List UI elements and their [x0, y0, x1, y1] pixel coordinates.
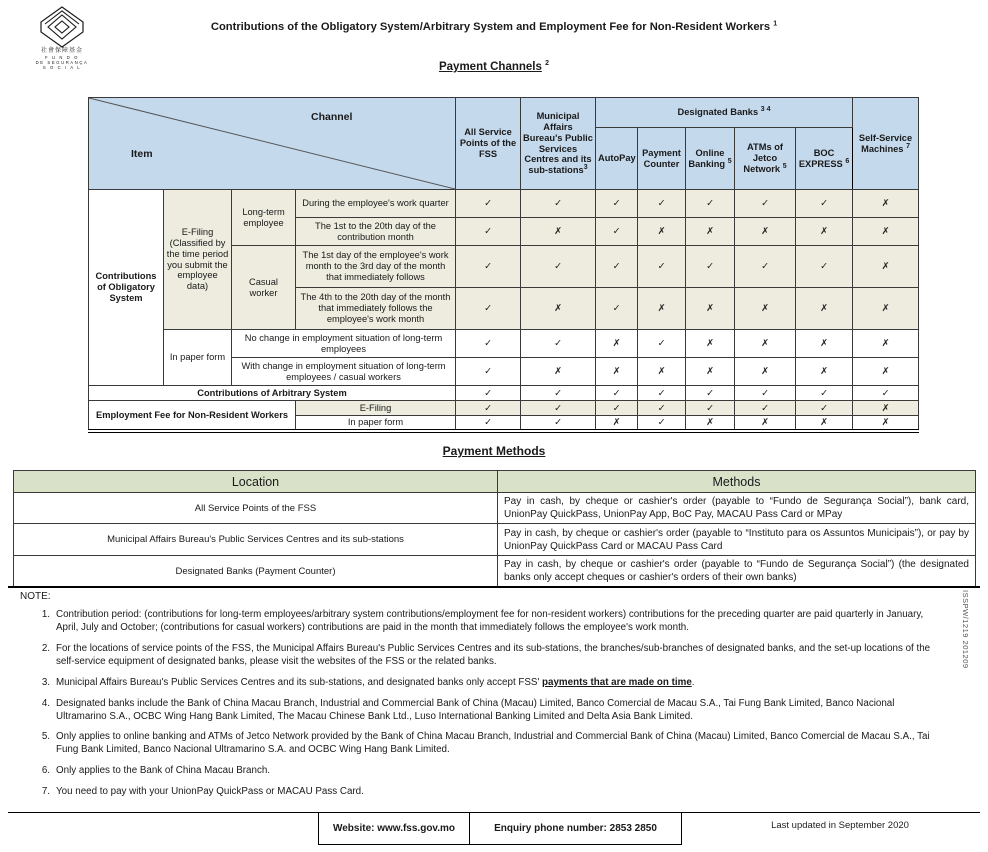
mark-cell: ✗ — [796, 358, 853, 386]
footer-website: Website: www.fss.gov.mo — [319, 812, 470, 844]
item-long-term-employee: Long-term employee — [232, 190, 296, 246]
mark-cell: ✗ — [638, 358, 686, 386]
mark-cell: ✗ — [853, 246, 919, 288]
note-item-1 — [36, 609, 944, 635]
mark-cell: ✓ — [596, 190, 638, 218]
mark-cell: ✗ — [638, 288, 686, 330]
item-period: During the employee's work quarter — [296, 190, 456, 218]
payment-counter-text: Payment Counter — [642, 147, 681, 169]
payment-methods-heading — [0, 444, 988, 458]
note3-post: . — [691, 676, 695, 688]
self-service-text: Self-Service Machines — [858, 132, 913, 154]
mark-cell: ✓ — [521, 401, 596, 416]
mark-cell: ✓ — [596, 246, 638, 288]
mark-cell: ✗ — [853, 218, 919, 246]
footer-enquiry-phone: Enquiry phone number: 2853 2850 — [494, 822, 657, 834]
subtitle-footnote-ref: 2 — [545, 60, 549, 68]
mark-cell: ✗ — [853, 330, 919, 358]
methods-location-cell: All Service Points of the FSS — [14, 493, 498, 524]
col-header-fss-text: All Service Points of the FSS — [459, 127, 517, 159]
notes-list — [36, 609, 944, 807]
note-item-4 — [36, 698, 944, 724]
notes-divider-line — [8, 586, 980, 588]
mark-cell: ✗ — [521, 288, 596, 330]
mark-cell: ✓ — [521, 386, 596, 401]
mark-cell: ✓ — [596, 386, 638, 401]
note-item-5 — [36, 731, 944, 757]
note-text: Designated banks include the Bank of China Macau Branch, Industrial and Commercial Bank of China (Macau) Limited, Banco Comercial de Macau S.A., Tai Fung Bank Limited, Banco Nacional Ultramarino S.A., OCBC Wing Hang Bank Limited, The Macau Chinese Bank Ltd., Luso International Banking Limited and Delta Asia Bank Limited. — [56, 697, 895, 722]
atms-jetco-text: ATMs of Jetco Network — [743, 142, 783, 174]
col-header-atms-jetco — [735, 128, 796, 190]
col-header-payment-counter — [638, 128, 686, 190]
note-text: Contribution period: (contributions for long-term employees/arbitrary system contributions/employment fee for non-resident workers) contributions for the preceding quarter are paid quarterly in January, April, July and October; (contributions for casual workers) contributions are paid in the month that immediately follows the employee's work month. — [56, 609, 924, 633]
mark-cell: ✓ — [796, 190, 853, 218]
logo-portuguese-line1: F U N D O — [45, 54, 79, 60]
mark-cell: ✓ — [456, 330, 521, 358]
mark-cell: ✓ — [796, 246, 853, 288]
mark-cell: ✓ — [686, 401, 735, 416]
title-footnote-ref: 1 — [773, 20, 778, 28]
logo-portuguese-line2: DE SEGURANÇA — [35, 59, 89, 65]
mark-cell: ✓ — [735, 386, 796, 401]
mark-cell: ✗ — [735, 416, 796, 431]
mark-cell: ✓ — [796, 386, 853, 401]
mark-cell: ✗ — [853, 288, 919, 330]
methods-location-cell: Municipal Affairs Bureau's Public Services Centres and its sub-stations — [14, 524, 498, 556]
mark-cell: ✗ — [796, 330, 853, 358]
mark-cell: ✓ — [686, 386, 735, 401]
mark-cell: ✓ — [456, 386, 521, 401]
diagonal-divider — [89, 98, 455, 189]
note-number: 1. — [41, 609, 50, 620]
mark-cell: ✗ — [521, 358, 596, 386]
mark-cell: ✗ — [686, 330, 735, 358]
logo-chinese-text: 社會保障基金 — [40, 48, 83, 54]
mark-cell: ✓ — [456, 416, 521, 431]
methods-detail-cell: Pay in cash, by cheque or cashier's order (payable to “Fundo de Segurança Social”) (the designated banks only accept cheques or cashier's orders of their own banks) — [498, 556, 976, 588]
col-header-autopay — [596, 128, 638, 190]
methods-detail-cell: Pay in cash, by cheque or cashier's order (payable to “Instituto para os Assuntos Municipais”), or pay by UnionPay QuickPass Card or MACAU Pass Card — [498, 524, 976, 556]
item-casual-worker: Casual worker — [232, 246, 296, 330]
autopay-text: AutoPay — [598, 153, 636, 164]
corner-cell — [89, 98, 456, 190]
item-fee-paper: In paper form — [296, 416, 456, 431]
mark-cell: ✓ — [638, 401, 686, 416]
mark-cell: ✓ — [456, 358, 521, 386]
mark-cell: ✗ — [521, 218, 596, 246]
mark-cell: ✗ — [853, 401, 919, 416]
corner-channel-label: Channel — [311, 111, 353, 123]
form-code-vertical: ISSPW/1219 201209 — [961, 590, 970, 669]
note-text: For the locations of service points of the FSS, the Municipal Affairs Bureau's Public Services Centres and its sub-stations, the branches/sub-branches of designated banks, and the set-up locations of the self-service equipment of designated banks, please visit the websites of the FSS or the related banks. — [56, 642, 931, 667]
mark-cell: ✗ — [735, 218, 796, 246]
mark-cell: ✓ — [853, 386, 919, 401]
mark-cell: ✗ — [735, 288, 796, 330]
note-text: Only applies to online banking and ATMs of Jetco Network provided by the Bank of China Macau Branch, Industrial and Commercial Bank of China (Macau) Limited, Banco Comercial de Macau S.A., Tai Fung Bank Limited, Banco Nacional Ultramarino S.A. and OCBC Wing Hang Bank Limited. — [56, 731, 930, 756]
item-efiling-group: E-Filing (Classified by the time period you submit the employee data) — [164, 190, 232, 330]
note-number: 5. — [41, 731, 50, 743]
mark-cell: ✗ — [596, 358, 638, 386]
mark-cell: ✓ — [686, 190, 735, 218]
mark-cell: ✓ — [596, 288, 638, 330]
mark-cell: ✗ — [853, 190, 919, 218]
mark-cell: ✓ — [521, 330, 596, 358]
mark-cell: ✓ — [456, 288, 521, 330]
payment-channels-table — [88, 97, 919, 433]
item-obligatory-system: Contributions of Obligatory System — [89, 190, 164, 386]
mark-cell: ✗ — [796, 218, 853, 246]
col-header-online-banking — [686, 128, 735, 190]
item-fee-efiling: E-Filing — [296, 401, 456, 416]
mark-cell: ✗ — [853, 358, 919, 386]
note-number: 2. — [41, 642, 50, 654]
item-period: The 1st day of the employee's work month to the 3rd day of the month that immediately follows — [296, 246, 456, 288]
note-number: 6. — [41, 765, 50, 777]
online-banking-footnote-ref: 5 — [727, 157, 732, 165]
footer-contact-box — [318, 812, 682, 845]
item-period: No change in employment situation of long-term employees — [232, 330, 456, 358]
mark-cell: ✓ — [456, 218, 521, 246]
payment-methods-table — [13, 470, 976, 588]
mark-cell: ✓ — [686, 246, 735, 288]
mark-cell: ✓ — [796, 401, 853, 416]
page-title-text: Contributions of the Obligatory System/Arbitrary System and Employment Fee for Non-Resident Workers — [210, 21, 771, 33]
municipal-footnote-ref: 3 — [583, 164, 588, 172]
mark-cell: ✓ — [596, 401, 638, 416]
note-item-2 — [36, 643, 944, 669]
col-header-municipal-text: Municipal Affairs Bureau's Public Services Centres and its sub-stations — [523, 110, 593, 176]
col-header-municipal — [521, 98, 596, 190]
mark-cell: ✗ — [596, 330, 638, 358]
note-number: 3. — [41, 676, 50, 688]
payment-methods-heading-text: Payment Methods — [442, 444, 546, 458]
mark-cell: ✓ — [456, 190, 521, 218]
item-period: With change in employment situation of long-term employees / casual workers — [232, 358, 456, 386]
mark-cell: ✓ — [638, 190, 686, 218]
note-item-7 — [36, 786, 944, 799]
mark-cell: ✓ — [456, 246, 521, 288]
mark-cell: ✗ — [686, 218, 735, 246]
note-text — [56, 677, 944, 690]
payment-channels-heading — [0, 61, 988, 73]
item-arbitrary-system: Contributions of Arbitrary System — [89, 386, 456, 401]
corner-item-label: Item — [131, 148, 153, 160]
mark-cell: ✓ — [735, 246, 796, 288]
col-header-boc-express — [796, 128, 853, 190]
note-item-6 — [36, 765, 944, 778]
designated-banks-text: Designated Banks — [677, 107, 759, 118]
item-period: The 4th to the 20th day of the month that immediately follows the employee's work month — [296, 288, 456, 330]
mark-cell: ✓ — [521, 190, 596, 218]
methods-col-header-methods: Methods — [498, 471, 976, 493]
mark-cell: ✓ — [735, 401, 796, 416]
note3-emphasis: payments that are made on time — [542, 676, 692, 688]
methods-location-cell: Designated Banks (Payment Counter) — [14, 556, 498, 588]
mark-cell: ✓ — [638, 416, 686, 431]
mark-cell: ✗ — [638, 218, 686, 246]
mark-cell: ✓ — [735, 190, 796, 218]
col-header-designated-banks — [596, 98, 853, 128]
mark-cell: ✓ — [596, 218, 638, 246]
self-service-footnote-ref: 7 — [906, 142, 910, 150]
mark-cell: ✗ — [686, 358, 735, 386]
designated-banks-footnote-ref: 3 4 — [760, 105, 771, 113]
mark-cell: ✗ — [686, 288, 735, 330]
logo-portuguese-line3: S O C I A L — [42, 65, 82, 71]
item-paper-group: In paper form — [164, 330, 232, 386]
mark-cell: ✓ — [456, 401, 521, 416]
note-text: You need to pay with your UnionPay QuickPass or MACAU Pass Card. — [56, 786, 364, 798]
mark-cell: ✓ — [521, 416, 596, 431]
note-item-3 — [36, 677, 944, 690]
last-updated-text: Last updated in September 2020 — [771, 820, 909, 831]
mark-cell: ✓ — [638, 246, 686, 288]
boc-express-footnote-ref: 6 — [845, 157, 850, 165]
note-number: 4. — [41, 697, 50, 709]
methods-col-header-location: Location — [14, 471, 498, 493]
mark-cell: ✓ — [521, 246, 596, 288]
page-title — [0, 21, 988, 33]
mark-cell: ✗ — [596, 416, 638, 431]
note-text: Only applies to the Bank of China Macau Branch. — [56, 765, 271, 777]
mark-cell: ✗ — [796, 288, 853, 330]
mark-cell: ✓ — [638, 330, 686, 358]
mark-cell: ✗ — [735, 358, 796, 386]
note3-pre: Municipal Affairs Bureau's Public Services Centres and its sub-stations, and designated banks only accept FSS' — [56, 676, 543, 688]
item-employment-fee: Employment Fee for Non-Resident Workers — [89, 401, 296, 431]
methods-detail-cell: Pay in cash, by cheque or cashier's order (payable to “Fundo de Segurança Social”), bank card, UnionPay QuickPass, UnionPay App, BoC Pay, MACAU Pass Card or MPay — [498, 493, 976, 524]
boc-express-text: BOC EXPRESS — [798, 147, 843, 169]
col-header-self-service — [853, 98, 919, 190]
payment-channels-heading-text: Payment Channels — [438, 61, 542, 73]
item-period: The 1st to the 20th day of the contribution month — [296, 218, 456, 246]
note-label: NOTE: — [20, 591, 51, 602]
mark-cell: ✗ — [796, 416, 853, 431]
note-number: 7. — [41, 786, 50, 798]
online-banking-text: Online Banking — [688, 147, 726, 169]
mark-cell: ✗ — [735, 330, 796, 358]
mark-cell: ✗ — [853, 416, 919, 431]
mark-cell: ✗ — [686, 416, 735, 431]
col-header-fss — [456, 98, 521, 190]
mark-cell: ✓ — [638, 386, 686, 401]
atms-jetco-footnote-ref: 5 — [782, 162, 787, 170]
